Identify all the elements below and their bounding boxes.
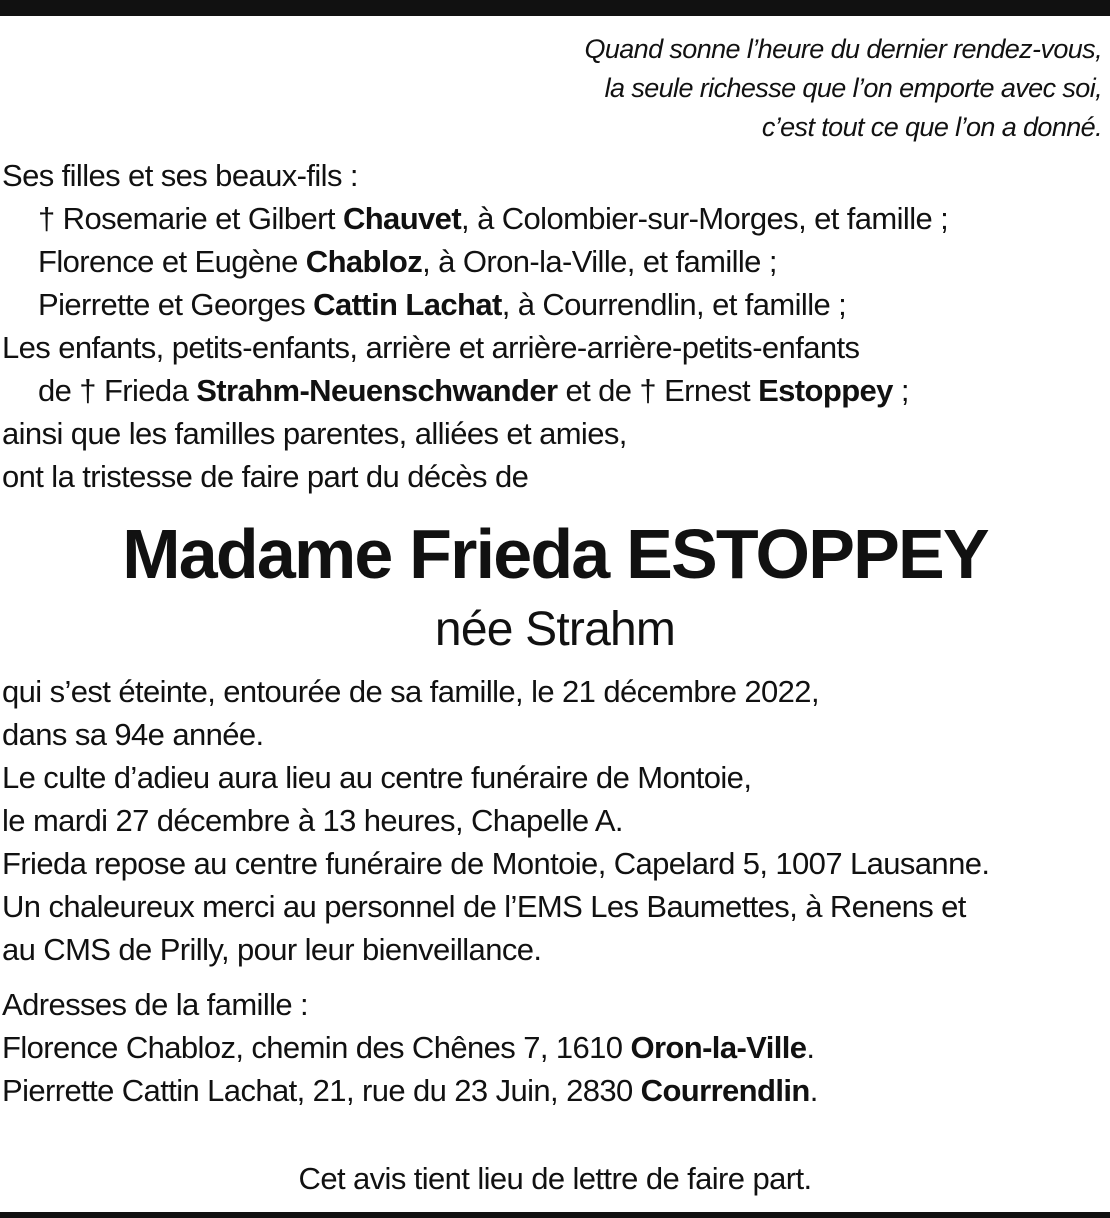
- announce-line: ont la tristesse de faire part du décès de: [2, 459, 529, 494]
- address-line: [2, 1026, 818, 1069]
- detail-line: au CMS de Prilly, pour leur bienveillance.: [2, 932, 542, 967]
- bottom-rule: [0, 1212, 1110, 1218]
- detail-line: dans sa 94e année.: [2, 717, 264, 752]
- surname: Chauvet: [342, 201, 462, 236]
- addresses-heading: Adresses de la famille :: [2, 987, 309, 1022]
- address-text: Pierrette Cattin Lachat, 21, rue du 23 Juin, 2830: [2, 1073, 641, 1108]
- detail-line: Le culte d’adieu aura lieu au centre funéraire de Montoie,: [2, 760, 752, 795]
- family-addresses: [2, 983, 818, 1112]
- family-line-cattin-lachat: [2, 283, 948, 326]
- descendants-line: Les enfants, petits-enfants, arrière et arrière-arrière-petits-enfants: [2, 330, 860, 365]
- detail-line: Un chaleureux merci au personnel de l’EMS Les Baumettes, à Renens et: [2, 889, 966, 924]
- closing-note: Cet avis tient lieu de lettre de faire part.: [298, 1161, 812, 1196]
- maiden-name: née Strahm: [434, 603, 676, 656]
- details: [2, 670, 989, 971]
- detail-line: Frieda repose au centre funéraire de Montoie, Capelard 5, 1007 Lausanne.: [2, 846, 990, 881]
- detail-line: qui s’est éteinte, entourée de sa famille, le 21 décembre 2022,: [2, 674, 819, 709]
- address-text: Florence Chabloz, chemin des Chênes 7, 1610: [2, 1030, 631, 1065]
- family-line-text: Pierrette et Georges: [38, 287, 314, 322]
- epigraph: [584, 30, 1102, 147]
- family-line-text: † Rosemarie et Gilbert: [38, 201, 343, 236]
- surname: Strahm-Neuenschwander: [196, 373, 558, 408]
- family-line-chabloz: [2, 240, 948, 283]
- surname: Cattin Lachat: [313, 287, 502, 322]
- address-text: .: [809, 1073, 818, 1108]
- top-rule: [0, 0, 1110, 16]
- surname: Chabloz: [305, 244, 423, 279]
- family-line-text: Florence et Eugène: [38, 244, 306, 279]
- address-city: Oron-la-Ville: [630, 1030, 807, 1065]
- surname: Estoppey: [758, 373, 893, 408]
- address-city: Courrendlin: [640, 1073, 810, 1108]
- family-line-text: de † Frieda: [38, 373, 197, 408]
- epigraph-line: c’est tout ce que l’on a donné.: [761, 112, 1102, 142]
- descendants-detail: [2, 369, 948, 412]
- relatives-line: ainsi que les familles parentes, alliées et amies,: [2, 416, 627, 451]
- family-line-text: ;: [892, 373, 909, 408]
- family-line-text: , à Courrendlin, et famille ;: [501, 287, 847, 322]
- deceased-name: Madame Frieda ESTOPPEY: [122, 515, 988, 593]
- epigraph-line: Quand sonne l’heure du dernier rendez-vous,: [584, 34, 1102, 64]
- family-line-text: et de † Ernest: [557, 373, 759, 408]
- address-line: [2, 1069, 818, 1112]
- family-line-chauvet: [2, 197, 948, 240]
- address-text: .: [806, 1030, 815, 1065]
- family-line-text: , à Oron-la-Ville, et famille ;: [422, 244, 777, 279]
- daughters-intro: Ses filles et ses beaux-fils :: [2, 158, 358, 193]
- family-list: [2, 154, 948, 498]
- epigraph-line: la seule richesse que l’on emporte avec soi,: [604, 73, 1102, 103]
- family-line-text: , à Colombier-sur-Morges, et famille ;: [461, 201, 949, 236]
- detail-line: le mardi 27 décembre à 13 heures, Chapelle A.: [2, 803, 623, 838]
